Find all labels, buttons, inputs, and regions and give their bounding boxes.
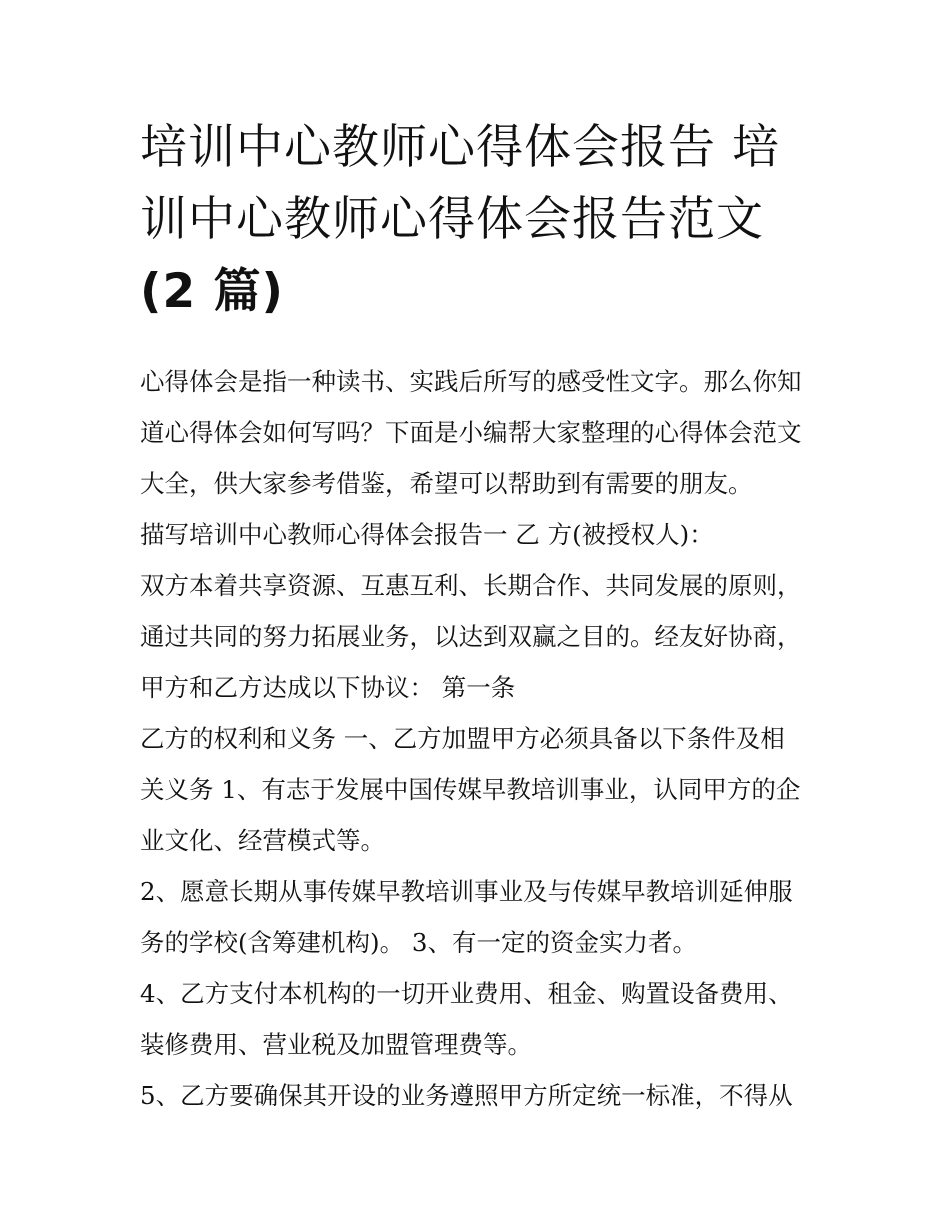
paragraph-line: 通过共同的努力拓展业务，以达到双赢之目的。经友好协商， [140, 622, 802, 651]
title-line-1: 培训中心教师心得体会报告 培 [140, 120, 780, 175]
paragraph-line: 4、乙方支付本机构的一切开业费用、租金、购置设备费用、 [140, 979, 793, 1008]
paragraph-line: 5、乙方要确保其开设的业务遵照甲方所定统一标准，不得从 [140, 1081, 793, 1110]
paragraph-item-2-3 [140, 866, 830, 968]
paragraph-line: 2、愿意长期从事传媒早教培训事业及与传媒早教培训延伸服 [140, 877, 793, 906]
paragraph-line: 甲方和乙方达成以下协议： 第一条 [140, 673, 516, 702]
paragraph-line: 描写培训中心教师心得体会报告一 乙 方(被授权人)： [140, 520, 714, 549]
paragraph-line: 大全，供大家参考借鉴，希望可以帮助到有需要的朋友。 [140, 469, 753, 498]
paragraph-line: 务的学校(含筹建机构)。 3、有一定的资金实力者。 [140, 928, 697, 957]
paragraph-line: 双方本着共享资源、互惠互利、长期合作、共同发展的原则， [140, 571, 802, 600]
document-title [140, 112, 820, 328]
paragraph-line: 心得体会是指一种读书、实践后所写的感受性文字。那么你知 [140, 367, 802, 396]
document-body [140, 356, 830, 1121]
paragraph-line: 乙方的权利和义务 一、乙方加盟甲方必须具备以下条件及相 [140, 724, 785, 753]
paragraph-item-5 [140, 1070, 830, 1121]
paragraph-item-4 [140, 968, 830, 1070]
title-line-2: 训中心教师心得体会报告范文 [140, 192, 764, 247]
paragraph-line: 关义务 1、有志于发展中国传媒早教培训事业，认同甲方的企 [140, 775, 801, 804]
paragraph-line: 装修费用、营业税及加盟管理费等。 [140, 1030, 532, 1059]
paragraph-principles [140, 560, 830, 713]
paragraph-line: 道心得体会如何写吗？下面是小编帮大家整理的心得体会范文 [140, 418, 802, 447]
title-line-3: (2 篇) [140, 264, 285, 319]
paragraph-party [140, 509, 830, 560]
paragraph-rights [140, 713, 830, 866]
paragraph-intro [140, 356, 830, 509]
paragraph-line: 业文化、经营模式等。 [140, 826, 385, 855]
